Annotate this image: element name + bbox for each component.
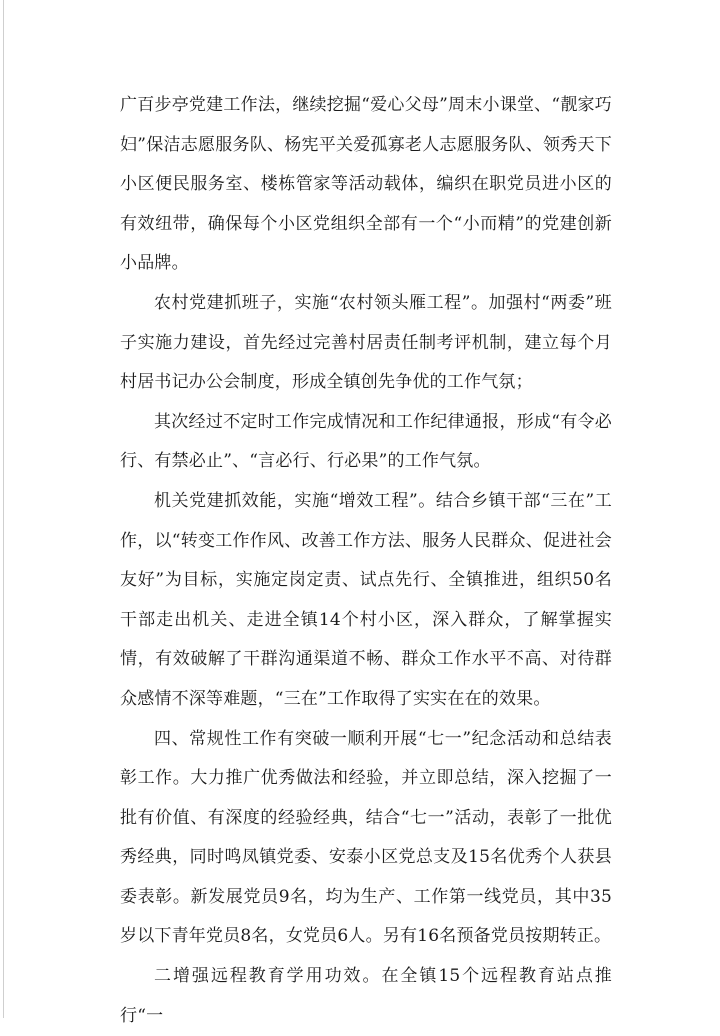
paragraph-3: 其次经过不定时工作完成情况和工作纪律通报，形成“有令必行、有禁必止”、“言必行、行必果”的工作气氛。 xyxy=(120,411,612,472)
document-body xyxy=(120,86,612,1036)
paragraph-5: 四、常规性工作有突破一顺利开展“七一”纪念活动和总结表彰工作。大力推广优秀做法和经验，并立即总结，深入挖掘了一批有价值、有深度的经验经典，结合“七一”活动，表彰了一批优秀经典，同时鸣凤镇党委、安泰小区党总支及15名优秀个人获县委表彰。新发展党员9名，均为生产、工作第一线党员，其中35岁以下青年党员8名，女党员6人。另有16名预备党员按期转正。 xyxy=(120,728,612,947)
paragraph-2: 农村党建抓班子，实施“农村领头雁工程”。加强村“两委”班子实施力建设，首先经过完善村居责任制考评机制，建立每个月村居书记办公会制度，形成全镇创先争优的工作气氛； xyxy=(120,292,612,393)
paragraph-1: 广百步亭党建工作法，继续挖掘“爱心父母”周末小课堂、“靓家巧妇”保洁志愿服务队、杨宪平关爱孤寡老人志愿服务队、领秀天下小区便民服务室、楼栋管家等活动载体，编织在职党员进小区的有效纽带，确保每个小区党组织全部有一个“小而精”的党建创新小品牌。 xyxy=(120,95,612,274)
paragraph-6: 二增强远程教育学用功效。在全镇15个远程教育站点推行“一 xyxy=(120,966,612,1026)
page-edge-line xyxy=(3,0,4,1018)
paragraph-4: 机关党建抓效能，实施“增效工程”。结合乡镇干部“三在”工作，以“转变工作作风、改善工作方法、服务人民群众、促进社会友好”为目标，实施定岗定责、试点先行、全镇推进，组织50名干部走出机关、走进全镇14个村小区，深入群众，了解掌握实情，有效破解了干群沟通渠道不畅、群众工作水平不高、对待群众感情不深等难题，“三在”工作取得了实实在在的效果。 xyxy=(120,490,612,709)
